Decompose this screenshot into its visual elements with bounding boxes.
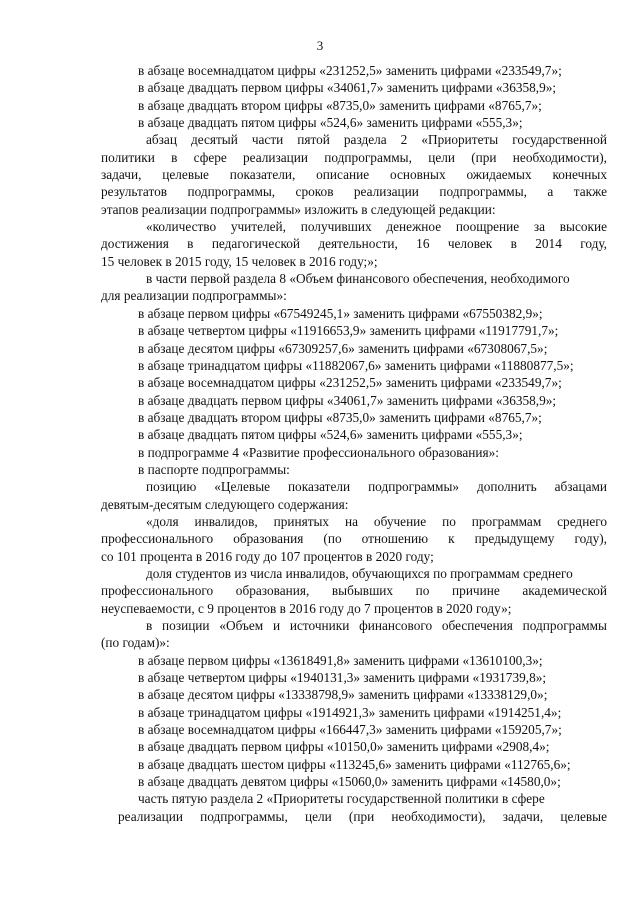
text-line: в абзаце десятом цифры «13338798,9» заменить цифрами «13338129,0»; xyxy=(138,687,548,703)
text-line: в абзаце двадцать первом цифры «34061,7» заменить цифрами «36358,9»; xyxy=(138,80,557,96)
text-line: в абзаце двадцать втором цифры «8735,0» заменить цифрами «8765,7»; xyxy=(138,409,542,425)
document-body xyxy=(101,62,607,825)
text-line: позицию «Целевые показатели подпрограммы» дополнить абзацами xyxy=(146,479,607,495)
text-line: в абзаце тринадцатом цифры «11882067,6» заменить цифрами «11880877,5»; xyxy=(138,357,574,373)
text-line: этапов реализации подпрограммы» изложить в следующей редакции: xyxy=(101,201,496,217)
text-line: в части первой раздела 8 «Объем финансового обеспечения, необходимого xyxy=(146,271,570,287)
text-line: в абзаце десятом цифры «67309257,6» заменить цифрами «67308067,5»; xyxy=(138,340,548,356)
text-line: в абзаце двадцать первом цифры «10150,0» заменить цифрами «2908,4»; xyxy=(138,739,550,755)
text-line: в абзаце двадцать пятом цифры «524,6» заменить цифрами «555,3»; xyxy=(138,427,523,443)
text-line: в абзаце двадцать пятом цифры «524,6» заменить цифрами «555,3»; xyxy=(138,115,523,131)
text-line: часть пятую раздела 2 «Приоритеты государственной политики в сфере xyxy=(138,791,545,807)
text-line: неуспеваемости, с 9 процентов в 2016 году до 7 процентов в 2020 году»; xyxy=(101,600,512,616)
text-line: «количество учителей, получивших денежное поощрение за высокие xyxy=(146,219,607,235)
text-line: в подпрограмме 4 «Развитие профессионального образования»: xyxy=(138,444,499,460)
text-line: в абзаце двадцать первом цифры «34061,7» заменить цифрами «36358,9»; xyxy=(138,392,557,408)
text-line: в абзаце первом цифры «67549245,1» заменить цифрами «67550382,9»; xyxy=(138,305,543,321)
text-line: девятым-десятым следующего содержания: xyxy=(101,496,349,512)
text-line: в абзаце первом цифры «13618491,8» заменить цифрами «13610100,3»; xyxy=(138,652,543,668)
page-number: 3 xyxy=(316,38,324,53)
text-line: политики в сфере реализации подпрограммы, цели (при необходимости), xyxy=(101,149,607,165)
text-line: в абзаце двадцать шестом цифры «113245,6» заменить цифрами «112765,6»; xyxy=(138,756,571,772)
text-line: «доля инвалидов, принятых на обучение по программам среднего xyxy=(146,513,607,529)
text-line: в позиции «Объем и источники финансового обеспечения подпрограммы xyxy=(146,618,607,633)
text-line: профессионального образования, выбывших по причине академической xyxy=(101,583,607,599)
text-line: в абзаце восемнадцатом цифры «231252,5» заменить цифрами «233549,7»; xyxy=(138,63,562,78)
text-line: достижения в педагогической деятельности, 16 человек в 2014 году, xyxy=(101,236,607,252)
text-line: 15 человек в 2015 году, 15 человек в 2016 году;»; xyxy=(101,253,378,269)
text-line: абзац десятый части пятой раздела 2 «Приоритеты государственной xyxy=(146,132,607,148)
text-line: в абзаце восемнадцатом цифры «166447,3» заменить цифрами «159205,7»; xyxy=(138,722,562,738)
text-line: в абзаце четвертом цифры «1940131,3» заменить цифрами «1931739,8»; xyxy=(138,670,547,686)
text-line: реализации подпрограммы, цели (при необходимости), задачи, целевые xyxy=(118,808,607,824)
text-line: задачи, целевые показатели, описание основных ожидаемых конечных xyxy=(101,167,607,183)
text-line: в абзаце четвертом цифры «11916653,9» заменить цифрами «11917791,7»; xyxy=(138,323,559,339)
text-line: в абзаце двадцать втором цифры «8735,0» заменить цифрами «8765,7»; xyxy=(138,97,542,113)
text-line: для реализации подпрограммы»: xyxy=(101,288,287,304)
text-line: в абзаце восемнадцатом цифры «231252,5» заменить цифрами «233549,7»; xyxy=(138,375,562,391)
text-line: профессионального образования (по отношению к предыдущему году), xyxy=(101,531,607,547)
text-line: (по годам)»: xyxy=(101,635,170,651)
text-line: в паспорте подпрограммы: xyxy=(138,461,290,477)
text-line: со 101 процента в 2016 году до 107 процентов в 2020 году; xyxy=(101,548,434,564)
text-line: доля студентов из числа инвалидов, обучающихся по программам среднего xyxy=(146,565,573,581)
text-line: результатов подпрограммы, сроков реализации подпрограммы, а также xyxy=(101,184,607,200)
text-line: в абзаце тринадцатом цифры «1914921,3» заменить цифрами «1914251,4»; xyxy=(138,704,562,720)
text-line: в абзаце двадцать девятом цифры «15060,0» заменить цифрами «14580,0»; xyxy=(138,774,561,790)
